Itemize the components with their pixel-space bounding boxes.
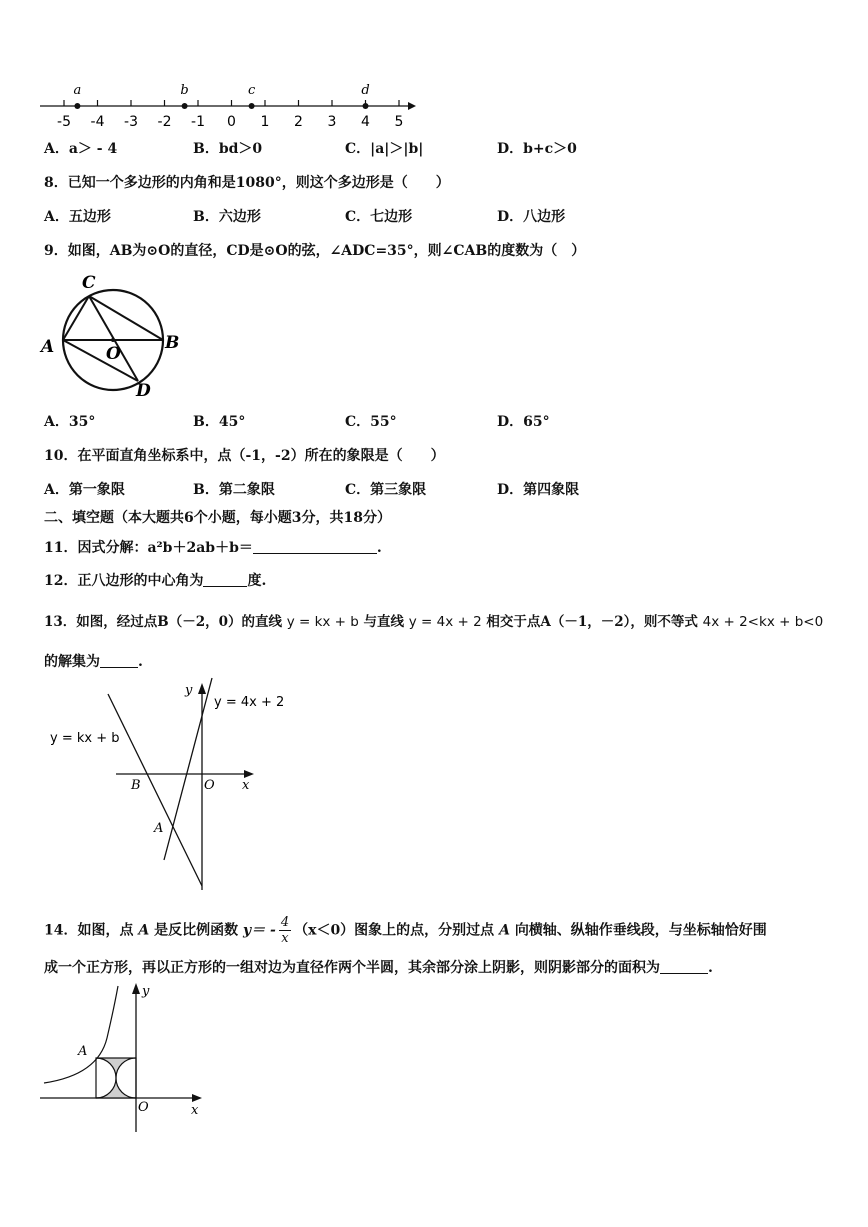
q7-option-a[interactable]: A．a＞ - 4 (44, 141, 118, 157)
q13-inequality: 4x + 2<kx + b<0 (702, 614, 824, 630)
numberline-point-label: c (247, 83, 256, 98)
q14-label-o: O (138, 1100, 149, 1115)
q14-end: . (708, 960, 713, 976)
q14-label-y: y (142, 984, 150, 999)
q12-text: 12．正八边形的中心角为 (44, 573, 204, 589)
numberline-tick-label: 4 (361, 114, 370, 130)
numberline-tick-label: -4 (90, 114, 105, 130)
q9-circle-figure (38, 268, 188, 400)
q9-label-d: D (136, 381, 151, 400)
q9-label-a: A (41, 337, 55, 357)
q13-label-eq2: y = kx + b (50, 731, 120, 746)
q10-option-a[interactable]: A．第一象限 (44, 482, 125, 498)
numberline-tick-label: -2 (157, 114, 172, 130)
numberline-tick-label: -3 (124, 114, 138, 130)
q13-text-a: 13．如图，经过点B（－2，0）的直线 (44, 614, 282, 630)
q13-text-d: 的解集为 (44, 654, 100, 670)
q14-fraction (279, 915, 291, 946)
q10-option-d[interactable]: D．第四象限 (497, 482, 580, 498)
q7-option-c[interactable]: C．|a|＞|b| (345, 141, 424, 157)
numberline-point-label: a (73, 83, 82, 98)
q14-label-a: A (78, 1044, 88, 1059)
numberline-tick-label: 5 (394, 114, 404, 130)
q12-suffix: 度. (247, 573, 267, 589)
q13-label-o: O (204, 778, 215, 793)
q12-answer-blank[interactable] (203, 572, 247, 587)
numberline-point (249, 103, 255, 109)
numberline-point (74, 103, 80, 109)
q10-stem: 10．在平面直角坐标系中，点（-1，-2）所在的象限是（ ） (44, 448, 445, 464)
q13-end: . (138, 654, 143, 670)
q11-stem (44, 537, 382, 557)
q11-text: 11．因式分解：a²b＋2ab＋b＝ (44, 540, 253, 556)
q14-numerator: 4 (280, 915, 290, 930)
q14-text-b: 是反比例函数 (154, 922, 239, 939)
numberline-point (182, 103, 188, 109)
q14-line1 (44, 915, 767, 946)
q14-denominator: x (281, 931, 289, 946)
q10-option-c[interactable]: C．第三象限 (345, 482, 427, 498)
numberline-point-label: d (361, 83, 370, 98)
numberline-tick-label: 0 (227, 114, 236, 130)
q14-label-x: x (191, 1103, 199, 1118)
q12-stem (44, 570, 266, 590)
q9-label-c: C (82, 273, 96, 293)
q13-answer-blank[interactable] (100, 653, 138, 668)
q9-label-b: B (165, 333, 180, 353)
q13-eq1: y = kx + b (286, 614, 359, 630)
q7-option-b[interactable]: B．bd＞0 (193, 141, 263, 157)
q14-answer-blank[interactable] (660, 959, 708, 974)
q9-stem: 9．如图，AB为⊙O的直径，CD是⊙O的弦，∠ADC=35°，则∠CAB的度数为（ ） (44, 243, 586, 259)
q13-graph-figure (44, 676, 314, 896)
q9-label-o: O (106, 344, 121, 364)
q10-option-b[interactable]: B．第二象限 (193, 482, 275, 498)
q14-graph-figure (38, 980, 218, 1136)
q14-line2 (44, 957, 713, 977)
q11-suffix: . (376, 540, 382, 556)
q13-label-x: x (242, 778, 250, 793)
q13-line2 (44, 651, 143, 671)
numberline-tick-label: 2 (294, 114, 303, 130)
q9-option-c[interactable]: C．55° (345, 414, 397, 430)
numberline-tick-label: 1 (260, 114, 270, 130)
q7-option-d[interactable]: D．b+c＞0 (497, 141, 577, 157)
q14-text-d: 向横轴、纵轴作垂线段，与坐标轴恰好围 (514, 922, 767, 939)
q7-number-line (38, 82, 428, 130)
q9-option-b[interactable]: B．45° (193, 414, 246, 430)
q14-text-a: 14．如图，点 (44, 922, 134, 939)
q14-text-e: 成一个正方形，再以正方形的一组对边为直径作两个半圆，其余部分涂上阴影，则阴影部分的面积为 (44, 960, 660, 976)
numberline-point (363, 103, 369, 109)
q8-option-b[interactable]: B．六边形 (193, 209, 261, 225)
q13-text-c: 相交于点A（－1，－2），则不等式 (486, 614, 698, 630)
q14-text-c: （x＜0）图象上的点，分别过点 (294, 922, 495, 939)
q14-point-a-2: A (499, 922, 510, 939)
q13-label-b: B (131, 778, 141, 793)
numberline-tick-label: -1 (191, 114, 205, 130)
q11-answer-blank[interactable] (253, 539, 377, 554)
q13-label-eq1: y = 4x + 2 (214, 695, 285, 710)
q13-label-y: y (185, 683, 193, 698)
section-heading: 二、填空题（本大题共6个小题，每小题3分，共18分） (44, 510, 391, 526)
numberline-tick-label: 3 (327, 114, 337, 130)
q8-option-d[interactable]: D．八边形 (497, 209, 566, 225)
q14-y-eq: y＝ - (242, 922, 276, 939)
numberline-point-label: b (180, 83, 189, 98)
q8-option-a[interactable]: A．五边形 (44, 209, 111, 225)
q9-option-d[interactable]: D．65° (497, 414, 550, 430)
q8-stem: 8．已知一个多边形的内角和是1080°，则这个多边形是（ ） (44, 175, 450, 191)
q13-eq2: y = 4x + 2 (408, 614, 482, 630)
q14-point-a: A (138, 922, 150, 939)
numberline-tick-label: -5 (57, 114, 71, 130)
q13-label-a: A (154, 821, 164, 836)
q9-option-a[interactable]: A．35° (44, 414, 96, 430)
q13-line1 (44, 610, 823, 630)
q8-option-c[interactable]: C．七边形 (345, 209, 413, 225)
q13-text-b: 与直线 (363, 614, 405, 630)
